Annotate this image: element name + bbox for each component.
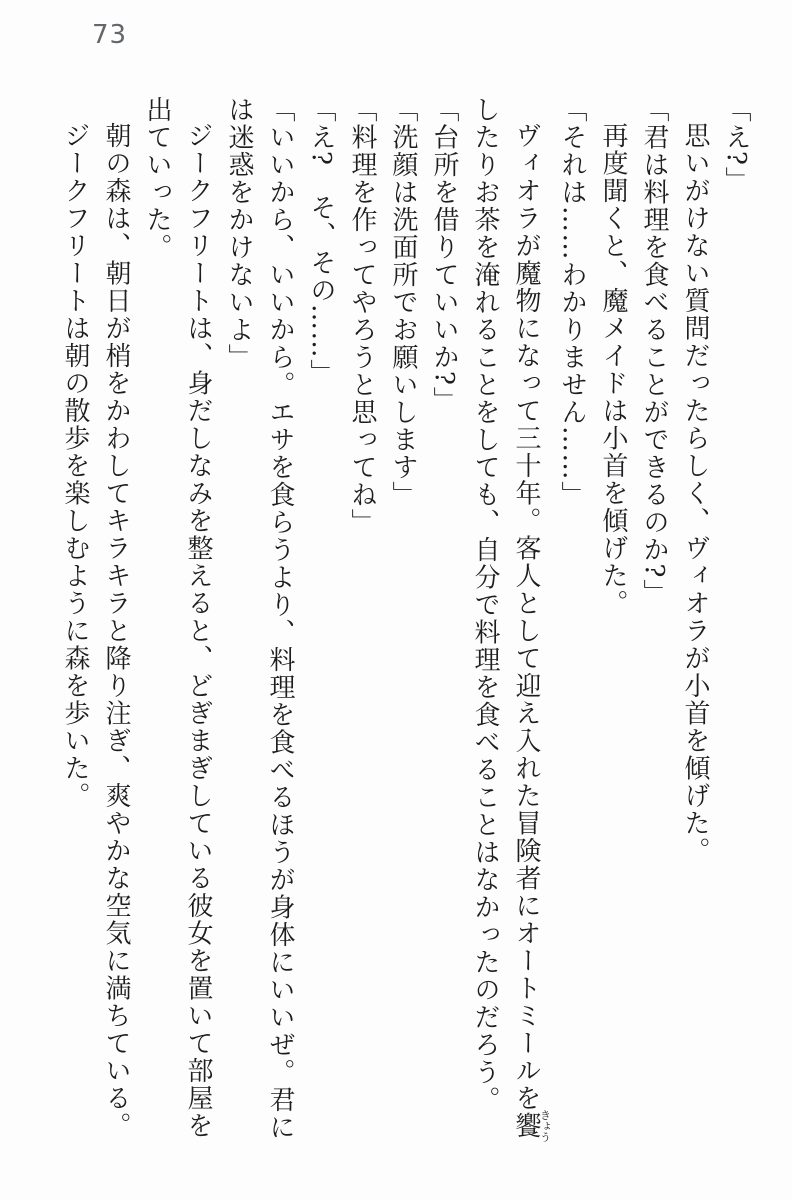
text-line: 「え?」 [721, 96, 751, 194]
text-line: は迷惑をかけないよ」 [224, 96, 254, 371]
text-line: 「料理を作ってやろうと思ってね」 [347, 96, 377, 536]
page-number: 73 [92, 20, 128, 50]
text-area [54, 96, 756, 1156]
text-line: ジークフリートは朝の散歩を楽しむように森を歩いた。 [60, 122, 90, 810]
text-line: 思いがけない質問だったらしく、ヴィオラが小首を傾げた。 [680, 122, 710, 865]
text-line: 「いいから、いいから。エサを食らうより、料理を食べるほうが身体にいいぜ。君に [265, 96, 295, 1141]
text-line: 再度聞くと、魔メイドは小首を傾げた。 [598, 122, 628, 617]
text-line: 「え? そ、その……」 [306, 96, 336, 387]
text-line: 出ていった。 [142, 96, 172, 261]
text-line: 「君は料理を食べることができるのか?」 [639, 96, 669, 607]
text-line: 朝の森は、朝日が梢をかわしてキラキラと降り注ぎ、爽やかな空気に満ちている。 [101, 122, 131, 1140]
text-line: 「それは……わかりません……」 [557, 96, 587, 509]
text-line: したりお茶を淹れることをしても、自分で料理を食べることはなかったのだろう。 [470, 96, 500, 1114]
text-line: 「台所を借りていいか?」 [429, 96, 459, 414]
text-line: ジークフリートは、身だしなみを整えると、どぎまぎしている彼女を置いて部屋を [183, 122, 213, 1140]
text-line: 「洗顔は洗面所でお願いします」 [388, 96, 418, 509]
ruby-annotation: 饗きょう [511, 1109, 552, 1143]
text-line: ヴィオラが魔物になって三十年。客人として迎え入れた冒険者にオートミールを饗きょう [511, 122, 552, 1143]
